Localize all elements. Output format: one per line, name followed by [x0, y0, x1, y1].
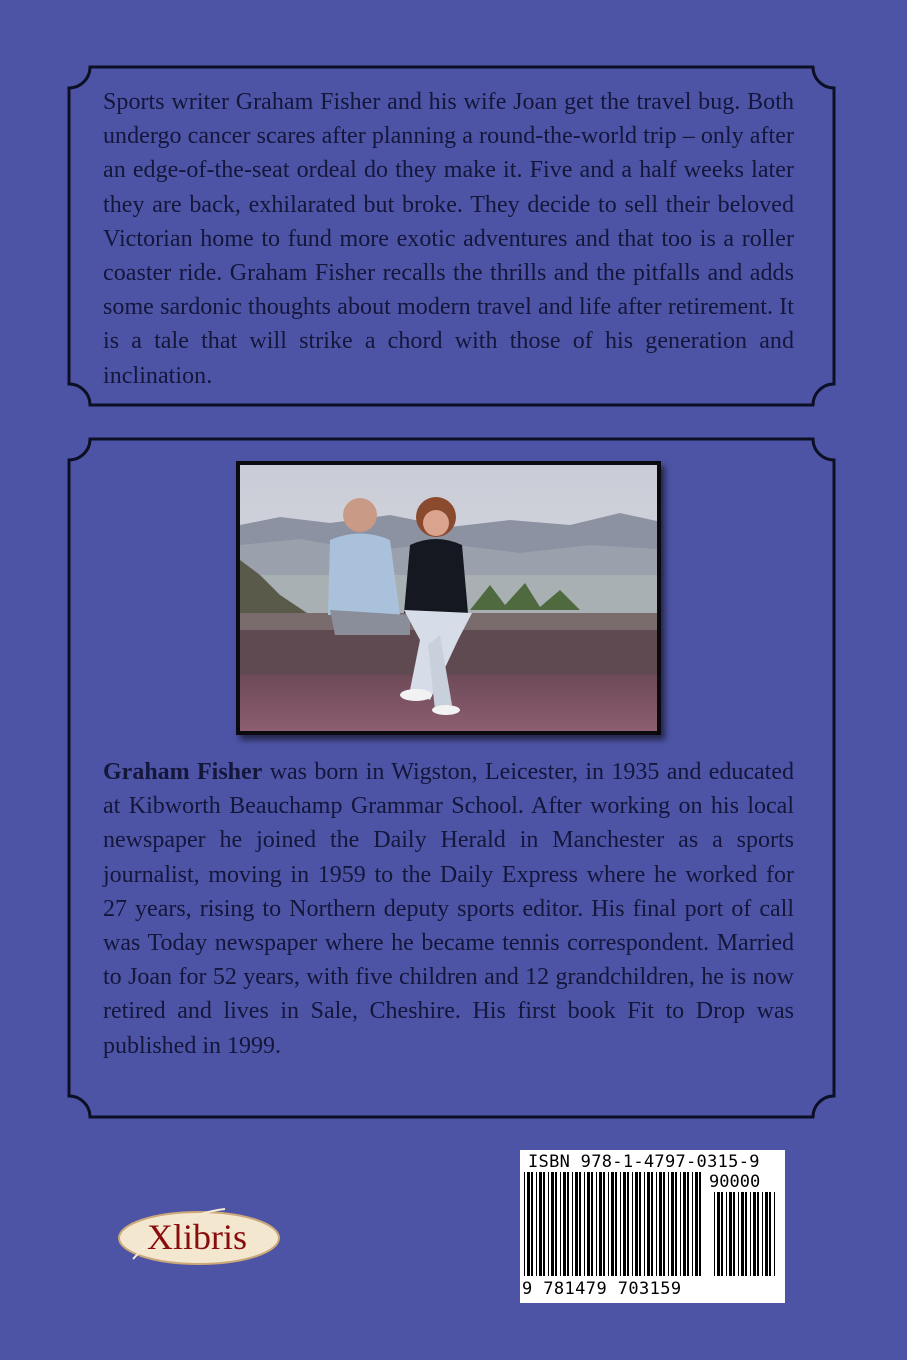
barcode-bar: [717, 1192, 720, 1276]
barcode-bar: [699, 1172, 701, 1276]
barcode-bar: [599, 1172, 602, 1276]
barcode-bar: [539, 1172, 542, 1276]
barcode-bar: [579, 1172, 581, 1276]
barcode-bar: [680, 1172, 681, 1276]
price-code: 90000: [709, 1172, 761, 1192]
blurb-text: Sports writer Graham Fisher and his wife Joan get the travel bug. Both undergo cancer scares after planning a round-the-world trip – only after an edge-of-the-seat ordeal do they make it. Five and a half weeks later they are back, exhilarated but broke. They decide to sell their beloved Victorian home to fund more exotic adventures and that too is a roller coaster ride. Graham Fisher recalls the thrills and the pitfalls and adds some sardonic thoughts about modern travel and life after retirement. It is a tale that will strike a chord with those of his generation and inclination.: [103, 89, 794, 389]
ean-number: 9 781479 703159: [522, 1279, 682, 1299]
barcode-bar: [575, 1172, 578, 1276]
barcode-bar: [765, 1192, 768, 1276]
barcode-bar: [563, 1172, 566, 1276]
isbn-number: ISBN 978-1-4797-0315-9: [528, 1152, 760, 1172]
barcode-bar: [548, 1172, 549, 1276]
author-photo: [236, 461, 661, 735]
barcode-bar: [714, 1192, 715, 1276]
barcode-bar: [587, 1172, 590, 1276]
barcode-bar: [639, 1172, 641, 1276]
barcode-bar: [551, 1172, 554, 1276]
barcode-bar: [769, 1192, 771, 1276]
price-barcode-bars: [710, 1192, 780, 1280]
barcode-bar: [687, 1172, 689, 1276]
barcode-bar: [671, 1172, 674, 1276]
barcode-bar: [531, 1172, 533, 1276]
barcode-bar: [745, 1192, 747, 1276]
barcode-bar: [683, 1172, 686, 1276]
author-bio: [103, 755, 794, 1063]
publisher-logo: [113, 1205, 281, 1269]
barcode-bar: [762, 1192, 763, 1276]
barcode-bar: [695, 1172, 698, 1276]
barcode-bar: [741, 1192, 744, 1276]
barcode-bar: [692, 1172, 693, 1276]
barcode-bar: [527, 1172, 530, 1276]
author-name: Graham Fisher: [103, 759, 263, 785]
barcode-bar: [753, 1192, 756, 1276]
barcode-bar: [663, 1172, 665, 1276]
barcode-bar: [647, 1172, 650, 1276]
barcode-bar: [623, 1172, 626, 1276]
author-bio-text: was born in Wigston, Leicester, in 1935 and educated at Kibworth Beauchamp Grammar School. After working on his local newspaper he joined the Daily Herald in Manchester as a sports journalist, moving in 1959 to the Daily Express where he worked for 27 years, rising to Northern deputy sports editor. His final port of call was Today newspaper where he became tennis correspondent. Married to Joan for 52 years, with five children and 12 grandchildren, he is now retired and lives in Sale, Cheshire. His first book Fit to Drop was published in 1999.: [103, 759, 794, 1059]
barcode-bar: [750, 1192, 751, 1276]
barcode-bar: [572, 1172, 573, 1276]
barcode-bar: [635, 1172, 638, 1276]
isbn-barcode: [520, 1150, 785, 1303]
barcode-bar: [729, 1192, 732, 1276]
barcode-bar: [675, 1172, 677, 1276]
barcode-bar: [608, 1172, 609, 1276]
barcode-bar: [757, 1192, 759, 1276]
barcode-bar: [656, 1172, 657, 1276]
barcode-bar: [651, 1172, 653, 1276]
barcode-bar: [668, 1172, 669, 1276]
logo-wordmark: Xlibris: [146, 1217, 247, 1257]
barcode-bar: [774, 1192, 775, 1276]
barcode-bar: [555, 1172, 557, 1276]
barcode-bar: [524, 1172, 525, 1276]
barcode-bar: [627, 1172, 629, 1276]
barcode-bar: [726, 1192, 727, 1276]
barcode-bar: [644, 1172, 645, 1276]
barcode-bar: [615, 1172, 617, 1276]
barcode-bar: [721, 1192, 723, 1276]
barcode-bars: [520, 1172, 706, 1280]
barcode-bar: [620, 1172, 621, 1276]
barcode-bar: [591, 1172, 593, 1276]
barcode-bar: [632, 1172, 633, 1276]
barcode-bar: [567, 1172, 569, 1276]
barcode-bar: [543, 1172, 545, 1276]
barcode-bar: [536, 1172, 537, 1276]
barcode-bar: [603, 1172, 605, 1276]
barcode-bar: [596, 1172, 597, 1276]
barcode-bar: [733, 1192, 735, 1276]
barcode-bar: [584, 1172, 585, 1276]
barcode-bar: [659, 1172, 662, 1276]
barcode-bar: [611, 1172, 614, 1276]
barcode-bar: [738, 1192, 739, 1276]
barcode-bar: [560, 1172, 561, 1276]
author-photo-image: [240, 465, 657, 731]
